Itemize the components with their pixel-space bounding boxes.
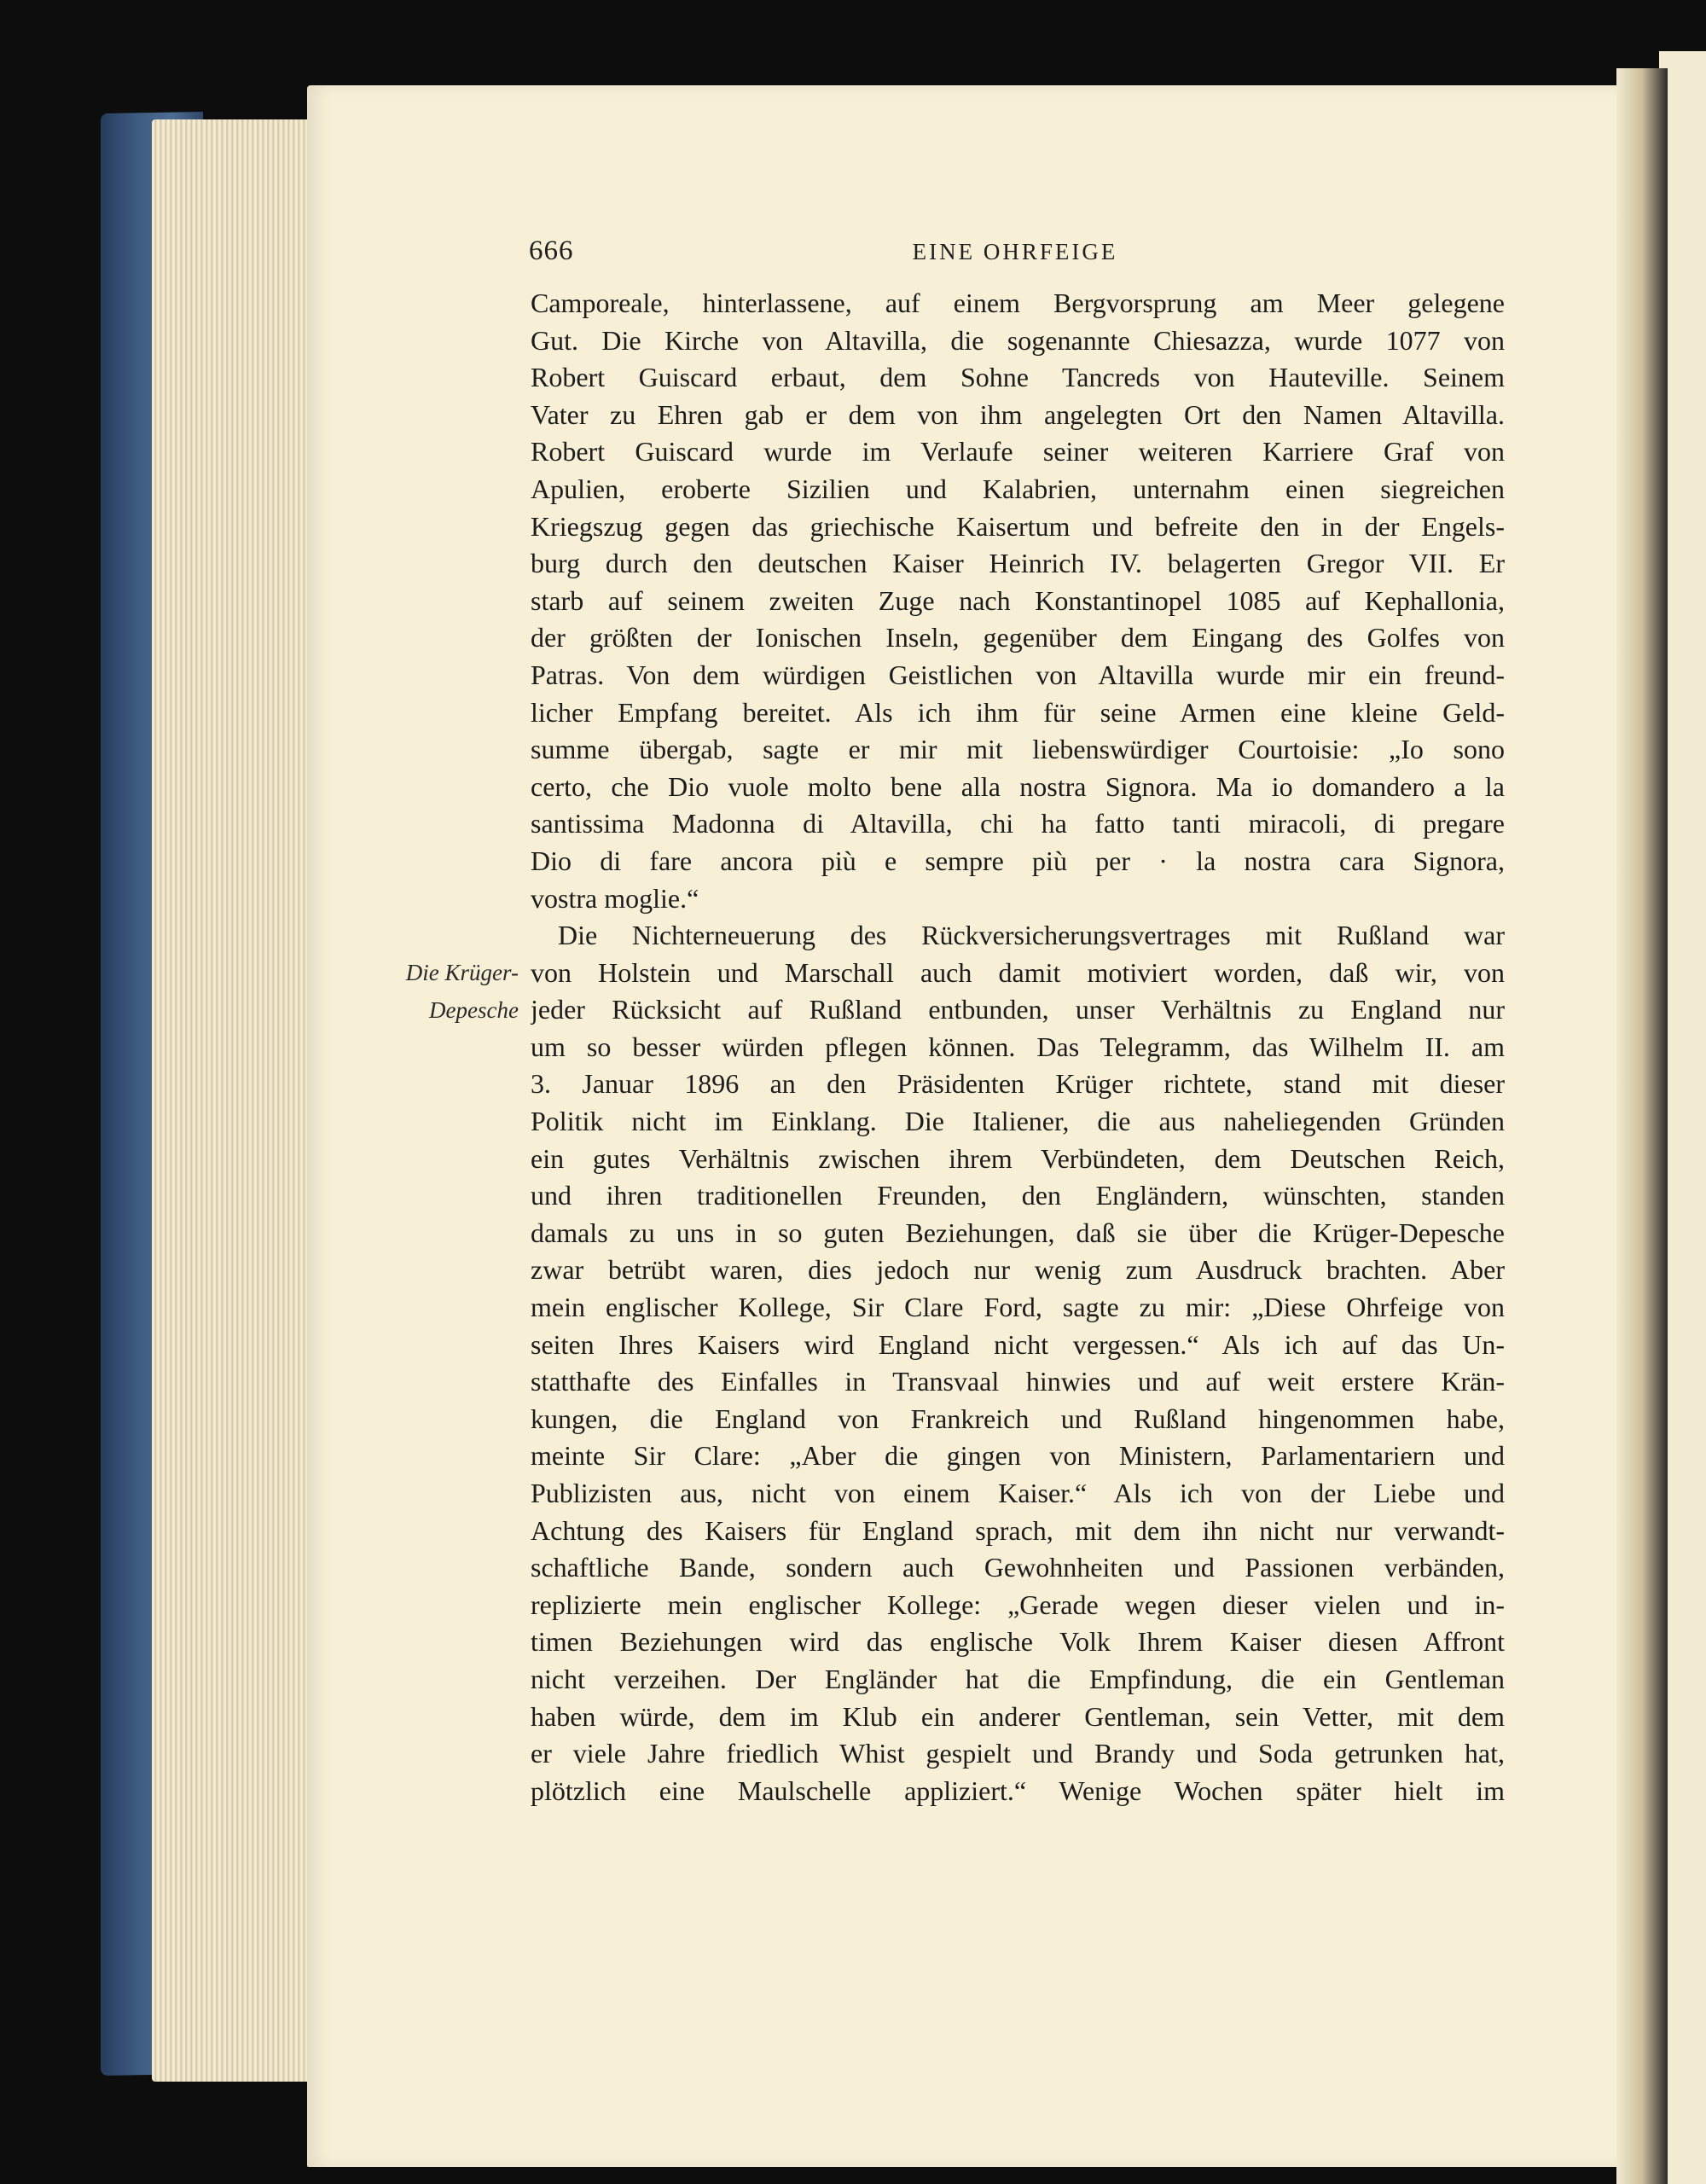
margin-note (367, 955, 519, 1029)
text-line: replizierte mein englischer Kollege: „Gerade wegen dieser vielen und in- (531, 1589, 1505, 1620)
text-line: von Holstein und Marschall auch damit motiviert worden, daß wir, von (531, 956, 1505, 988)
text-line: Camporeale, hinterlassene, auf einem Bergvorsprung am Meer gelegene (531, 288, 1505, 318)
text-line: plötzlich eine Maulschelle appliziert.“ Wenige Wochen später hielt im (531, 1774, 1505, 1806)
page-header (529, 235, 1501, 275)
text-line: Apulien, eroberte Sizilien und Kalabrien, unternahm einen siegreichen (531, 473, 1505, 504)
text-line: schaftliche Bande, sondern auch Gewohnheiten und Passionen verbänden, (531, 1552, 1505, 1583)
text-line: damals zu uns in so guten Beziehungen, daß sie über die Krüger-Depesche (531, 1217, 1505, 1248)
text-line: starb auf seinem zweiten Zuge nach Konstantinopel 1085 auf Kephallonia, (531, 584, 1505, 616)
text-line: 3. Januar 1896 an den Präsidenten Krüger richtete, stand mit dieser (531, 1068, 1505, 1100)
spine-gutter (1616, 68, 1668, 2184)
text-line: haben würde, dem im Klub ein anderer Gentleman, sein Vetter, mit dem (531, 1700, 1505, 1732)
text-line: summe übergab, sagte er mir mit liebenswürdiger Courtoisie: „Io sono (531, 734, 1505, 765)
text-line: Robert Guiscard erbaut, dem Sohne Tancreds von Hauteville. Seinem (531, 362, 1505, 393)
text-line: santissima Madonna di Altavilla, chi ha fatto tanti miracoli, di pregare (531, 808, 1505, 839)
text-line: vostra moglie.“ (531, 882, 699, 914)
text-line: burg durch den deutschen Kaiser Heinrich IV. belagerten Gregor VII. Er (531, 548, 1505, 579)
text-line: Achtung des Kaisers für England sprach, mit dem ihn nicht nur verwandt- (531, 1514, 1505, 1546)
text-line: certo, che Dio vuole molto bene alla nostra Signora. Ma io domandero a la (531, 770, 1505, 802)
text-line: meinte Sir Clare: „Aber die gingen von Ministern, Parlamentariern und (531, 1440, 1505, 1472)
text-line: Politik nicht im Einklang. Die Italiener, die aus naheliegenden Gründen (531, 1106, 1505, 1137)
text-line: nicht verzeihen. Der Engländer hat die Empfindung, die ein Gentleman (531, 1663, 1505, 1694)
body-text (531, 285, 1505, 1809)
text-line: Vater zu Ehren gab er dem von ihm angelegten Ort den Namen Altavilla. (531, 398, 1505, 430)
text-line: kungen, die England von Frankreich und Rußland hingenommen habe, (531, 1403, 1505, 1434)
text-line: jeder Rücksicht auf Rußland entbunden, unser Verhältnis zu England nur (531, 994, 1505, 1025)
text-line: Robert Guiscard wurde im Verlaufe seiner weiteren Karriere Graf von (531, 436, 1505, 468)
text-line: seiten Ihres Kaisers wird England nicht vergessen.“ Als ich auf das Un- (531, 1328, 1505, 1360)
margin-note-line: Depesche (429, 996, 519, 1023)
text-line: Die Nichterneuerung des Rückversicherungsvertrages mit Rußland war (558, 920, 1505, 951)
text-line: Patras. Von dem würdigen Geistlichen von Altavilla wurde mir ein freund- (531, 659, 1505, 690)
text-line: licher Empfang bereitet. Als ich ihm für seine Armen eine kleine Geld- (531, 696, 1505, 728)
page-stack-edge (152, 119, 322, 2082)
text-line: und ihren traditionellen Freunden, den Engländern, wünschten, standen (531, 1180, 1505, 1211)
margin-note-line: Die Krüger- (405, 960, 519, 985)
page-number: 666 (529, 235, 574, 266)
running-title: EINE OHRFEIGE (912, 239, 1118, 264)
text-line: Dio di fare ancora più e sempre più per · la nostra cara Signora, (531, 845, 1505, 876)
text-line: Kriegszug gegen das griechische Kaisertum und befreite den in der Engels- (531, 510, 1505, 542)
text-line: ein gutes Verhältnis zwischen ihrem Verbündeten, dem Deutschen Reich, (531, 1142, 1505, 1174)
text-line: Gut. Die Kirche von Altavilla, die sogenannte Chiesazza, wurde 1077 von (531, 324, 1505, 356)
text-line: statthafte des Einfalles in Transvaal hinwies und auf weit erstere Krän- (531, 1366, 1505, 1397)
text-line: Publizisten aus, nicht von einem Kaiser.“ Als ich von der Liebe und (531, 1478, 1505, 1508)
text-line: der größten der Ionischen Inseln, gegenüber dem Eingang des Golfes von (531, 622, 1505, 653)
text-line: zwar betrübt waren, dies jedoch nur wenig zum Ausdruck brachten. Aber (531, 1254, 1505, 1286)
text-line: timen Beziehungen wird das englische Volk Ihrem Kaiser diesen Affront (531, 1626, 1505, 1658)
text-line: er viele Jahre friedlich Whist gespielt und Brandy und Soda getrunken hat, (531, 1738, 1505, 1769)
text-line: mein englischer Kollege, Sir Clare Ford, sagte zu mir: „Diese Ohrfeige von (531, 1292, 1505, 1323)
text-line: um so besser würden pflegen können. Das Telegramm, das Wilhelm II. am (531, 1031, 1505, 1062)
